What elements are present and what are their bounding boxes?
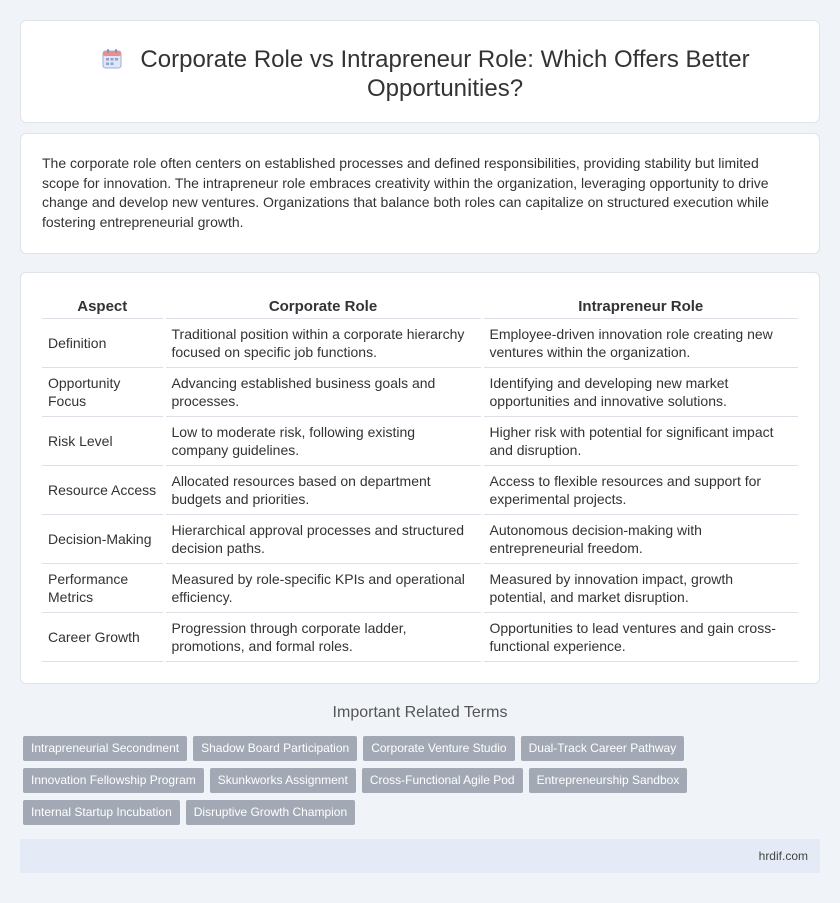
aspect-cell: Decision-Making (42, 514, 164, 563)
related-terms-list (23, 736, 703, 832)
corporate-cell: Advancing established business goals and processes. (164, 367, 482, 416)
table-row (42, 612, 798, 661)
footer-site-link[interactable]: hrdif.com (758, 849, 808, 863)
table-row (42, 416, 798, 465)
title-card (20, 20, 820, 123)
corporate-cell: Progression through corporate ladder, promotions, and formal roles. (164, 612, 482, 661)
corporate-cell: Measured by role-specific KPIs and operational efficiency. (164, 563, 482, 612)
related-term-tag[interactable]: Disruptive Growth Champion (186, 800, 355, 825)
aspect-cell: Risk Level (42, 416, 164, 465)
intrapreneur-cell: Opportunities to lead ventures and gain cross-functional experience. (482, 612, 798, 661)
intro-paragraph: The corporate role often centers on established processes and defined responsibilities, providing stability but limited scope for innovation. The intrapreneur role embraces creativity within the organization, leveraging opportunity to drive change and develop new ventures. Organizations that balance both roles can capitalize on structured execution while fostering entrepreneurial growth. (42, 155, 769, 230)
intro-card (20, 133, 820, 254)
intrapreneur-cell: Autonomous decision-making with entrepreneurial freedom. (482, 514, 798, 563)
related-terms-heading: Important Related Terms (332, 704, 508, 721)
related-term-tag[interactable]: Dual-Track Career Pathway (521, 736, 685, 761)
header-corporate-role: Corporate Role (164, 296, 482, 318)
page-title: Corporate Role vs Intrapreneur Role: Which Offers Better Opportunities? (140, 46, 750, 102)
aspect-cell: Resource Access (42, 465, 164, 514)
corporate-cell: Allocated resources based on department budgets and priorities. (164, 465, 482, 514)
footer (20, 839, 820, 873)
aspect-cell: Performance Metrics (42, 563, 164, 612)
header-aspect: Aspect (42, 296, 164, 318)
corporate-cell: Traditional position within a corporate hierarchy focused on specific job functions. (164, 318, 482, 367)
header-intrapreneur-role: Intrapreneur Role (482, 296, 798, 318)
intrapreneur-cell: Access to flexible resources and support for experimental projects. (482, 465, 798, 514)
related-term-tag[interactable]: Shadow Board Participation (193, 736, 357, 761)
related-term-tag[interactable]: Innovation Fellowship Program (23, 768, 204, 793)
corporate-cell: Hierarchical approval processes and structured decision paths. (164, 514, 482, 563)
intrapreneur-cell: Higher risk with potential for significant impact and disruption. (482, 416, 798, 465)
related-term-tag[interactable]: Internal Startup Incubation (23, 800, 180, 825)
table-header-row (42, 296, 798, 318)
related-term-tag[interactable]: Cross-Functional Agile Pod (362, 768, 523, 793)
related-term-tag[interactable]: Entrepreneurship Sandbox (529, 768, 688, 793)
intrapreneur-cell: Employee-driven innovation role creating new ventures within the organization. (482, 318, 798, 367)
comparison-card (20, 272, 820, 684)
related-term-tag[interactable]: Intrapreneurial Secondment (23, 736, 187, 761)
table-row (42, 318, 798, 367)
related-term-tag[interactable]: Skunkworks Assignment (210, 768, 356, 793)
table-row (42, 563, 798, 612)
aspect-cell: Definition (42, 318, 164, 367)
aspect-cell: Opportunity Focus (42, 367, 164, 416)
intrapreneur-cell: Identifying and developing new market opportunities and innovative solutions. (482, 367, 798, 416)
table-row (42, 367, 798, 416)
table-row (42, 514, 798, 563)
table-row (42, 465, 798, 514)
aspect-cell: Career Growth (42, 612, 164, 661)
intrapreneur-cell: Measured by innovation impact, growth potential, and market disruption. (482, 563, 798, 612)
related-term-tag[interactable]: Corporate Venture Studio (363, 736, 514, 761)
comparison-table (42, 296, 798, 662)
corporate-cell: Low to moderate risk, following existing company guidelines. (164, 416, 482, 465)
